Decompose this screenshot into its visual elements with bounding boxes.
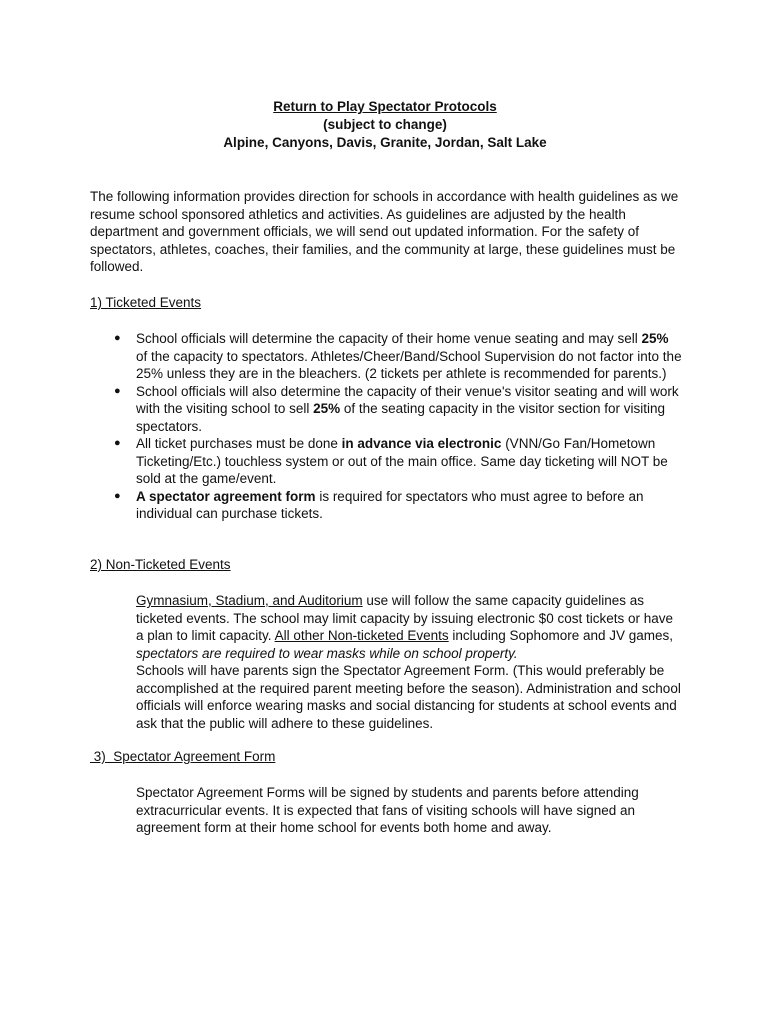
- document-title: Return to Play Spectator Protocols: [273, 99, 497, 114]
- bullet-icon: ●: [114, 437, 121, 449]
- non-ticketed-paragraph: [136, 592, 681, 732]
- bullet-text: (VNN/Go Fan/Hometown Ticketing/Etc.) touchless system or out of the main office. Same day ticketing will NOT be sold at the game/event.: [136, 436, 668, 486]
- bullet-bold-text: A spectator agreement form: [136, 488, 316, 504]
- italic-text: spectators are required to wear masks while on school property.: [136, 645, 518, 661]
- bullet-bold-text: 25%: [641, 331, 669, 346]
- bullet-item: [112, 435, 682, 488]
- agreement-paragraph: Spectator Agreement Forms will be signed by students and parents before attending extracurricular events. It is expected that fans of visiting schools will have signed an agreement form at their home school for events both home and away.: [136, 785, 639, 835]
- bullet-icon: ●: [114, 489, 121, 502]
- bullet-bold-text: in advance via electronic: [341, 436, 502, 451]
- bullet-item: [112, 330, 682, 383]
- bullet-icon: ●: [114, 332, 121, 344]
- bullet-item: [112, 383, 682, 436]
- bullet-text: All ticket purchases must be done: [136, 436, 342, 451]
- district-list: Alpine, Canyons, Davis, Granite, Jordan, Salt Lake: [223, 135, 547, 150]
- bullet-text: of the capacity to spectators. Athletes/Cheer/Band/School Supervision do not factor into the 25% unless they are in the bleachers. (2 tickets per athlete is recommended for parents.): [136, 348, 682, 381]
- underlined-text: All other Non-ticketed Events: [274, 628, 449, 643]
- body-text: Schools will have parents sign the Spectator Agreement Form. (This would preferably be accomplished at the required parent meeting before the season). Administration and school officials will enforce wearing masks and social distancing for students at school events and ask that the public will adhere to these guidelines.: [136, 663, 681, 731]
- body-text: use will follow the same capacity guidelines as ticketed events. The school may limit capacity by issuing electronic $0 cost tickets or have a plan to limit capacity.: [136, 593, 673, 643]
- section-heading-non-ticketed: 2) Non-Ticketed Events: [90, 557, 231, 572]
- section-heading-ticketed: 1) Ticketed Events: [90, 295, 202, 310]
- bullet-text: School officials will also determine the capacity of their venue's visitor seating and will work with the visiting school to sell: [136, 383, 679, 416]
- underlined-text: Gymnasium, Stadium, and Auditorium: [136, 593, 363, 608]
- bullet-item: [112, 488, 682, 523]
- bullet-text: is required for spectators who must agree to before an individual can purchase tickets.: [136, 488, 644, 521]
- intro-paragraph: The following information provides direction for schools in accordance with health guidelines as we resume school sponsored athletics and activities. As guidelines are adjusted by the health department and government officials, we will send out updated information. For the safety of spectators, athletes, coaches, their families, and the community at large, these guidelines must be followed.: [90, 189, 679, 274]
- bullet-text: of the seating capacity in the visitor section for visiting spectators.: [136, 401, 666, 434]
- bullet-text: School officials will determine the capacity of their home venue seating and may sell: [136, 331, 642, 346]
- bullet-bold-text: 25%: [313, 401, 341, 416]
- document-subtitle: (subject to change): [323, 117, 447, 132]
- body-text: including Sophomore and JV games,: [448, 628, 674, 643]
- bullet-icon: ●: [114, 384, 121, 397]
- ticketed-bullet-list: [112, 330, 682, 523]
- section-heading-agreement: 3) Spectator Agreement Form: [90, 749, 276, 764]
